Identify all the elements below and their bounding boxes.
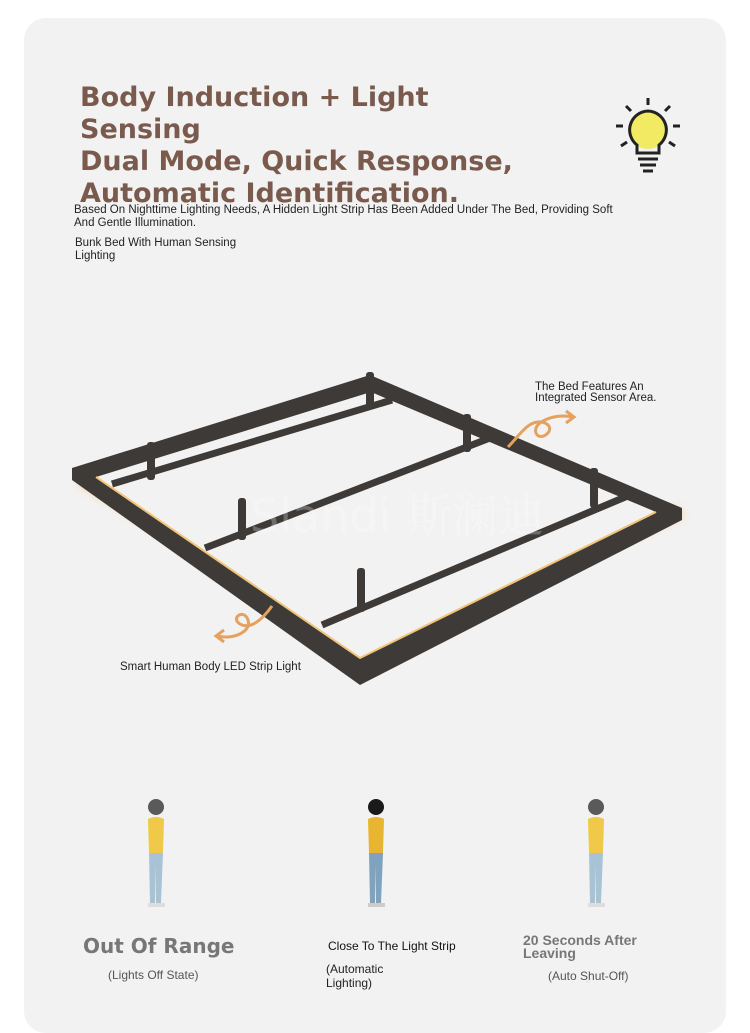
light-bulb-icon (612, 96, 684, 178)
person-icon (136, 795, 176, 915)
page-title (80, 82, 540, 210)
person-icon (356, 795, 396, 915)
person-icon (576, 795, 616, 915)
state-note-automatic: (Automatic Lighting) (326, 962, 384, 990)
subheading-text: Bunk Bed With Human Sensing Lighting (75, 237, 237, 262)
curved-arrow-icon (500, 405, 580, 453)
title-line-1: Body Induction + Light Sensing (80, 82, 429, 145)
state-note-lights-off: (Lights Off State) (108, 968, 199, 982)
state-note-auto-shutoff: (Auto Shut-Off) (548, 969, 629, 983)
led-callout: Smart Human Body LED Strip Light (120, 661, 301, 673)
title-line-2: Dual Mode, Quick Response, (80, 146, 513, 177)
state-title-out-of-range: Out Of Range (83, 934, 235, 958)
sensor-callout: The Bed Features An Integrated Sensor Area. (535, 381, 657, 404)
curved-arrow-icon (208, 600, 278, 648)
description-text: Based On Nighttime Lighting Needs, A Hidden Light Strip Has Been Added Under The Bed, Providing Soft And Gentle Illumination. (74, 204, 613, 229)
title-line-3: Automatic Identification. (80, 178, 459, 209)
state-title-after-leaving: 20 Seconds After Leaving (523, 932, 637, 961)
state-title-close: Close To The Light Strip (328, 939, 456, 953)
watermark-text: Slandi 斯澜迪 (250, 489, 544, 543)
bed-frame-illustration (60, 360, 700, 700)
